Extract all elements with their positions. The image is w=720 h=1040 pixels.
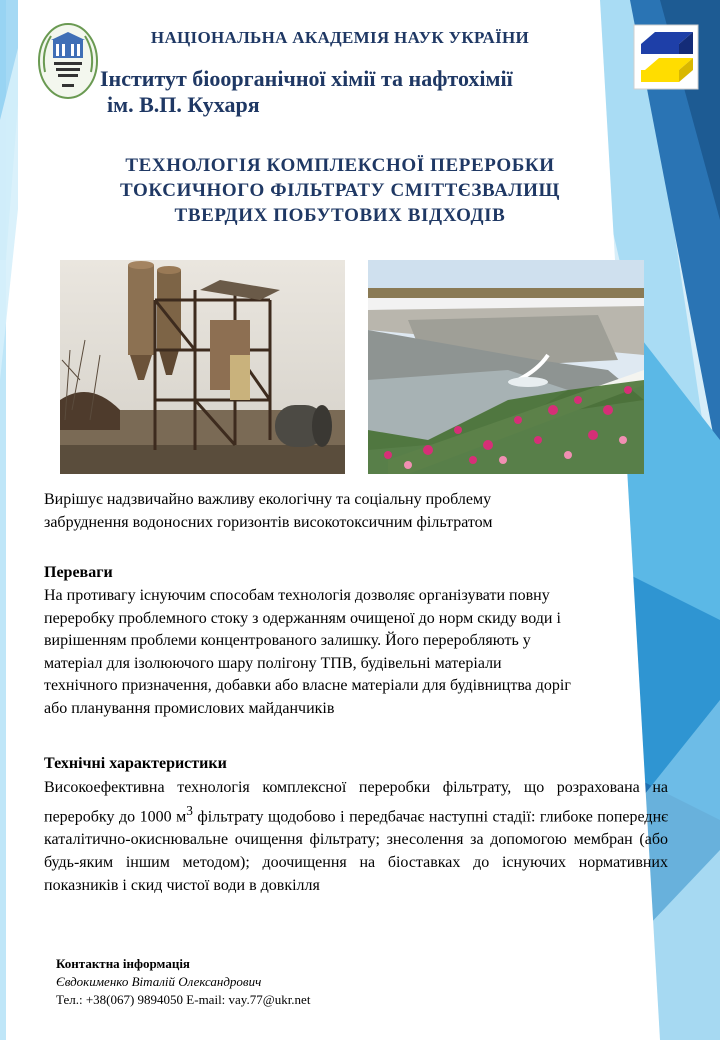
- intro-paragraph: [44, 489, 674, 534]
- title-line3: ТВЕРДИХ ПОБУТОВИХ ВІДХОДІВ: [174, 205, 506, 226]
- technical-text-before: Високоефективна технологія комплексної переробки фільтрату, що розрахована на переробку до 1000 м: [44, 779, 668, 826]
- technical-heading: Технічні характеристики: [44, 755, 227, 772]
- document-title: [80, 153, 600, 228]
- contact-heading: Контактна інформація: [56, 956, 190, 971]
- contact-block: [56, 955, 310, 1009]
- contact-phone-email: Тел.: +38(067) 9894050 E-mail: vay.77@ukr.net: [56, 992, 311, 1007]
- advantages-line: переробку проблемного стоку з одержанням очищеної до норм скиду води і: [44, 609, 561, 627]
- technical-text-after: фільтрату щодобово і передбачає наступні стадії: глибоке попереднє каталітично-окиснювальне очищення фільтрату; знесолення за допомогою мембран (або будь-яким іншим методом); доочищення на біоставках до існуючих нормативних показників і скид чистої води в довкілля: [44, 808, 668, 895]
- institute-name-line2: ім. В.П. Кухаря: [107, 92, 260, 117]
- advantages-line: вирішенням проблеми концентрованого залишку. Його переробляють у: [44, 632, 531, 649]
- institute-name-line1: Інститут біоорганічної хімії та нафтохімії: [100, 66, 513, 91]
- advantages-line: На противагу існуючим способам технологія дозволяє організувати повну: [44, 587, 550, 604]
- advantages-line: технічного призначення, добавки або власне матеріали для будівництва доріг: [44, 677, 571, 694]
- advantages-heading: Переваги: [44, 564, 113, 581]
- contact-name: Євдокименко Віталій Олександрович: [56, 974, 262, 989]
- advantages-line: або планування промислових майданчиків: [44, 699, 335, 717]
- advantages-paragraph: [44, 585, 674, 720]
- academy-name: НАЦІОНАЛЬНА АКАДЕМІЯ НАУК УКРАЇНИ: [150, 28, 530, 47]
- technical-paragraph: [44, 776, 668, 897]
- title-line1: ТЕХНОЛОГІЯ КОМПЛЕКСНОЇ ПЕРЕРОБКИ: [125, 155, 555, 176]
- institute-name: [100, 66, 580, 118]
- photo-bio-pond: [368, 260, 644, 474]
- cubic-superscript: 3: [186, 803, 193, 818]
- institute-logo: [633, 24, 699, 90]
- title-line2: ТОКСИЧНОГО ФІЛЬТРАТУ СМІТТЄЗВАЛИЩ: [119, 180, 561, 201]
- intro-line1: Вирішує надзвичайно важливу екологічну та соціальну проблему: [44, 491, 492, 508]
- intro-line2: забруднення водоносних горизонтів високотоксичним фільтратом: [44, 513, 493, 531]
- photo-treatment-plant: [60, 260, 345, 474]
- advantages-line: матеріал для ізолюючого шару полігону ТПВ, будівельні матеріали: [44, 654, 502, 672]
- nas-ukraine-logo: [37, 22, 99, 100]
